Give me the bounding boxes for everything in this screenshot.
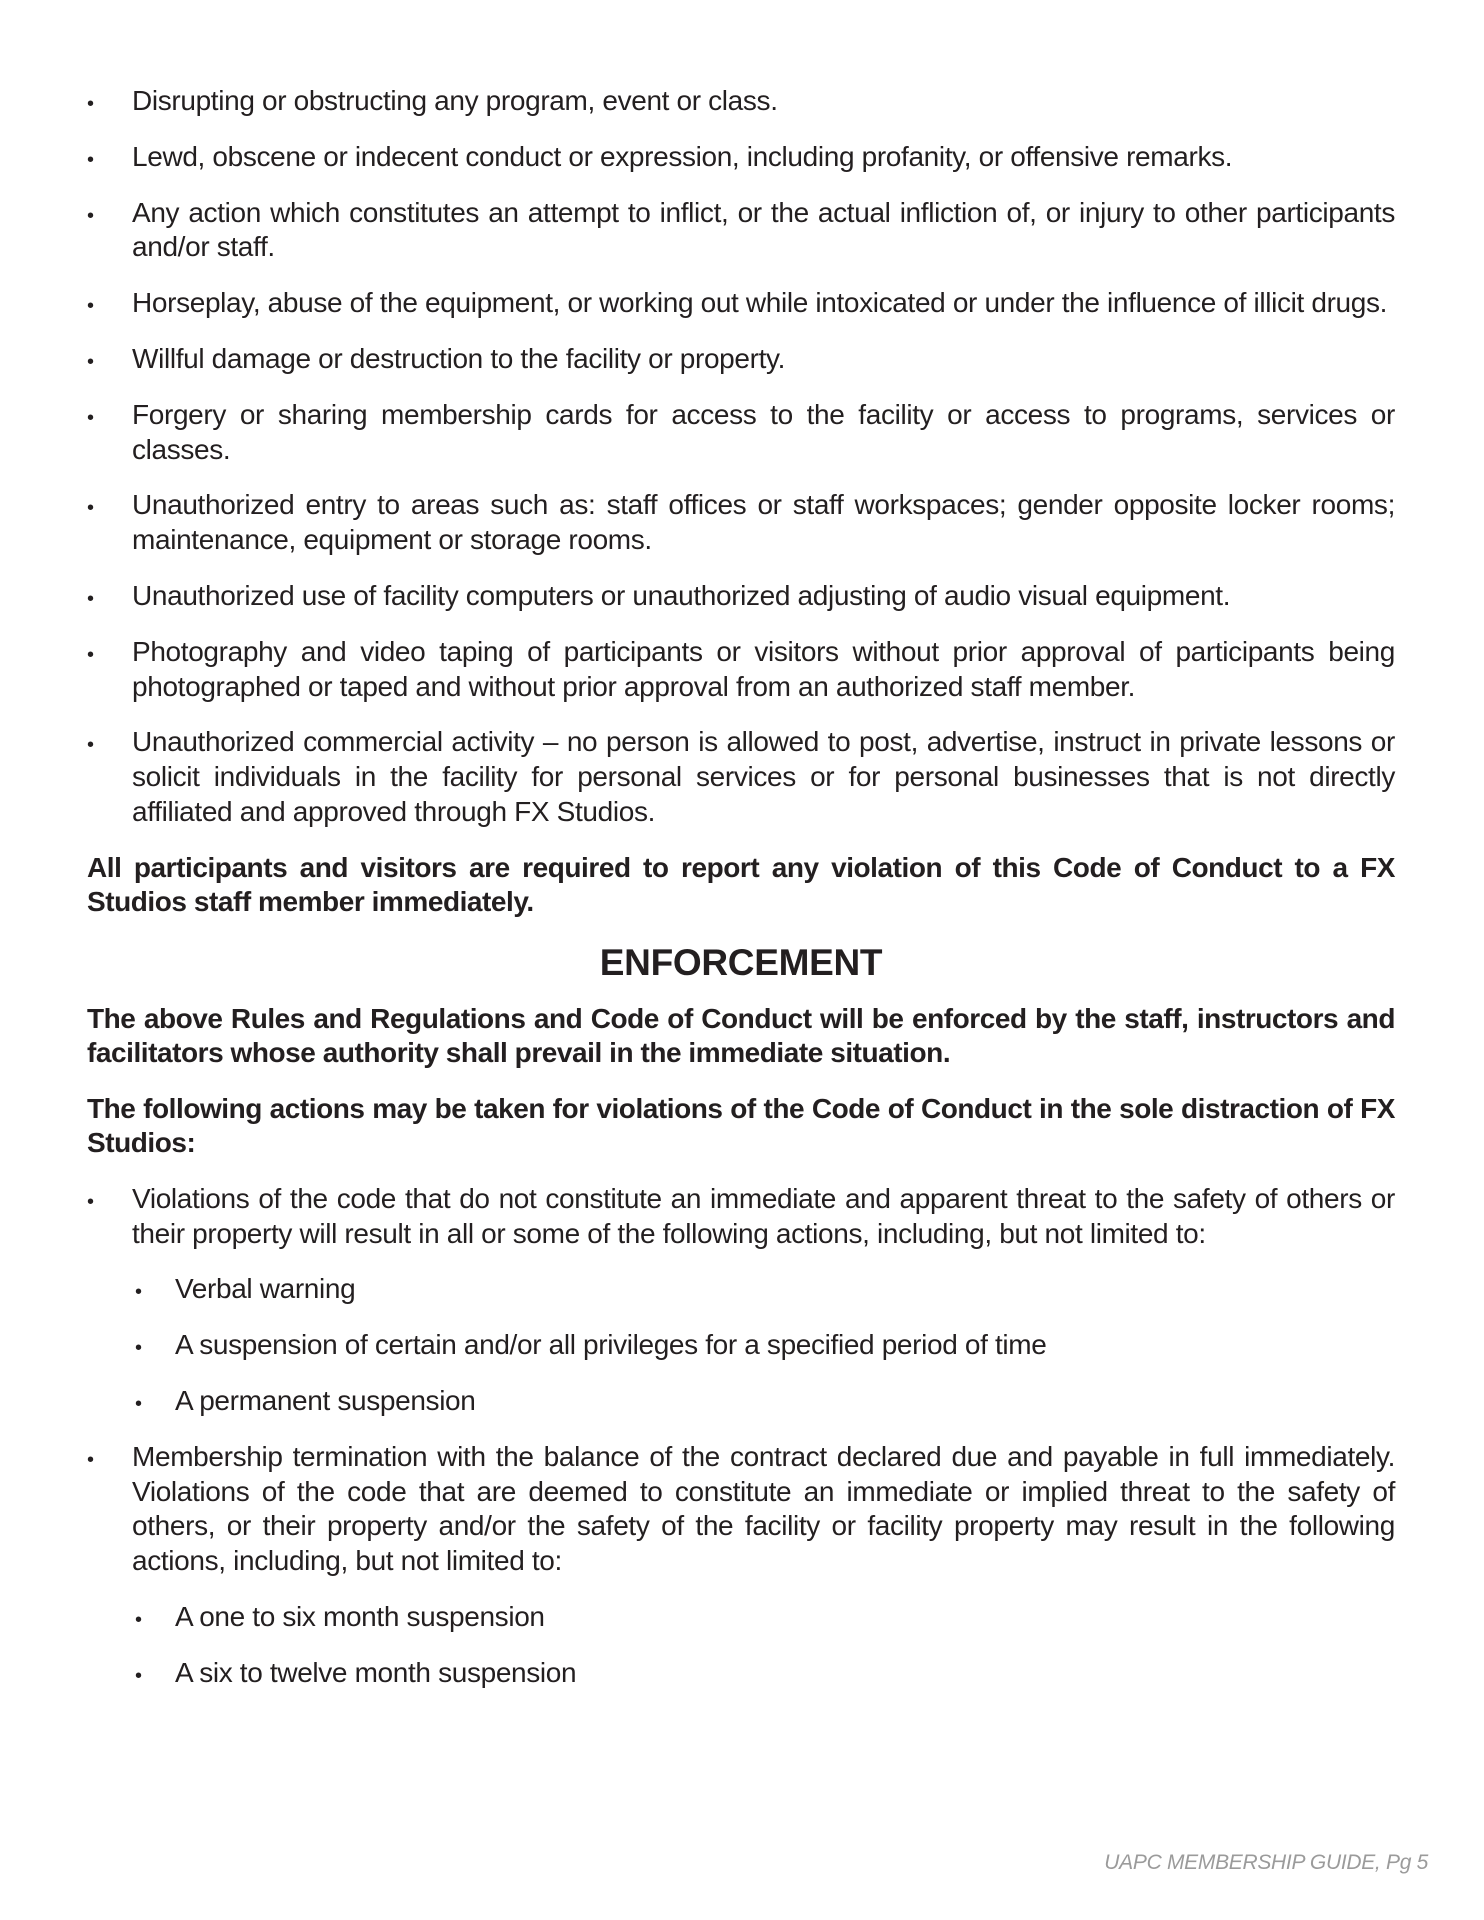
- list-item: [87, 342, 1395, 377]
- sub-list-item-text: Verbal warning: [175, 1273, 356, 1305]
- enforcement-intro: The above Rules and Regulations and Code of Conduct will be enforced by the staff, instructors and facilitators whose authority shall prevail in the immediate situation.: [87, 1002, 1395, 1069]
- list-item-text: Willful damage or destruction to the facility or property.: [132, 342, 786, 374]
- bullet-icon: [87, 398, 107, 436]
- list-item-text: Horseplay, abuse of the equipment, or working out while intoxicated or under the influence of illicit drugs.: [132, 287, 1388, 319]
- list-item-text: Unauthorized commercial activity – no person is allowed to post, advertise, instruct in private lessons or solicit individuals in the facility for personal services or for personal businesses that is not directly affiliated and approved through FX Studios.: [132, 726, 1395, 827]
- sub-list-item-text: A permanent suspension: [175, 1384, 476, 1416]
- bullet-icon: [87, 579, 107, 617]
- list-item: [87, 725, 1395, 829]
- page-footer: UAPC MEMBERSHIP GUIDE, Pg 5: [1104, 1851, 1428, 1874]
- list-item-text: Membership termination with the balance of the contract declared due and payable in full immediately. Violations of the code that are deemed to constitute an immediate or implied threat to the safety of others, or their property and/or the safety of the facility or facility property may result in the following actions, including, but not limited to:: [132, 1440, 1395, 1577]
- enforcement-actions-list: [87, 1182, 1395, 1691]
- list-item: [87, 635, 1395, 705]
- bullet-icon: [87, 286, 107, 324]
- list-item: [87, 398, 1395, 468]
- list-item-text: Violations of the code that do not constitute an immediate and apparent threat to the safety of others or their property will result in all or some of the following actions, including, but not limited to:: [132, 1182, 1395, 1249]
- bullet-icon: [87, 140, 107, 178]
- list-item: [87, 579, 1395, 614]
- sub-list-item: [87, 1384, 1395, 1419]
- document-page: [87, 84, 1395, 1712]
- bullet-icon: [87, 84, 107, 122]
- list-item: [87, 488, 1395, 558]
- sub-list-item: [87, 1656, 1395, 1691]
- list-item-text: Lewd, obscene or indecent conduct or expression, including profanity, or offensive remarks.: [132, 140, 1233, 172]
- bullet-icon: [135, 1328, 155, 1366]
- list-item-text: Any action which constitutes an attempt to inflict, or the actual infliction of, or injury to other participants and/or staff.: [132, 196, 1395, 263]
- bullet-icon: [87, 196, 107, 234]
- report-notice: All participants and visitors are required to report any violation of this Code of Conduct to a FX Studios staff member immediately.: [87, 851, 1395, 918]
- conduct-list: [87, 84, 1395, 830]
- sub-list-item-text: A suspension of certain and/or all privileges for a specified period of time: [175, 1329, 1047, 1361]
- list-item: [87, 286, 1395, 321]
- sub-list-item: [87, 1328, 1395, 1363]
- sub-list-item: [87, 1272, 1395, 1307]
- list-item: [87, 1182, 1395, 1252]
- bullet-icon: [135, 1656, 155, 1694]
- list-item-text: Photography and video taping of participants or visitors without prior approval of participants being photographed or taped and without prior approval from an authorized staff member.: [132, 635, 1395, 702]
- list-item-text: Forgery or sharing membership cards for access to the facility or access to programs, services or classes.: [132, 398, 1395, 465]
- sub-list-item-text: A six to twelve month suspension: [175, 1656, 577, 1688]
- list-item-text: Unauthorized entry to areas such as: staff offices or staff workspaces; gender opposite locker rooms; maintenance, equipment or storage rooms.: [132, 489, 1395, 556]
- list-item-text: Disrupting or obstructing any program, event or class.: [132, 85, 778, 116]
- bullet-icon: [87, 725, 107, 763]
- bullet-icon: [135, 1272, 155, 1310]
- bullet-icon: [87, 1440, 107, 1478]
- bullet-icon: [87, 1182, 107, 1220]
- bullet-icon: [135, 1600, 155, 1638]
- bullet-icon: [135, 1384, 155, 1422]
- list-item-text: Unauthorized use of facility computers or unauthorized adjusting of audio visual equipment.: [132, 579, 1231, 611]
- list-item: [87, 1440, 1395, 1579]
- bullet-icon: [87, 635, 107, 673]
- list-item: [87, 140, 1395, 175]
- bullet-icon: [87, 342, 107, 380]
- bullet-icon: [87, 488, 107, 526]
- sub-list-item-text: A one to six month suspension: [175, 1600, 545, 1632]
- enforcement-actions-intro: The following actions may be taken for violations of the Code of Conduct in the sole distraction of FX Studios:: [87, 1092, 1395, 1159]
- list-item: [87, 196, 1395, 266]
- sub-list-item: [87, 1600, 1395, 1635]
- section-heading-enforcement: ENFORCEMENT: [599, 941, 883, 983]
- list-item: [87, 84, 1395, 119]
